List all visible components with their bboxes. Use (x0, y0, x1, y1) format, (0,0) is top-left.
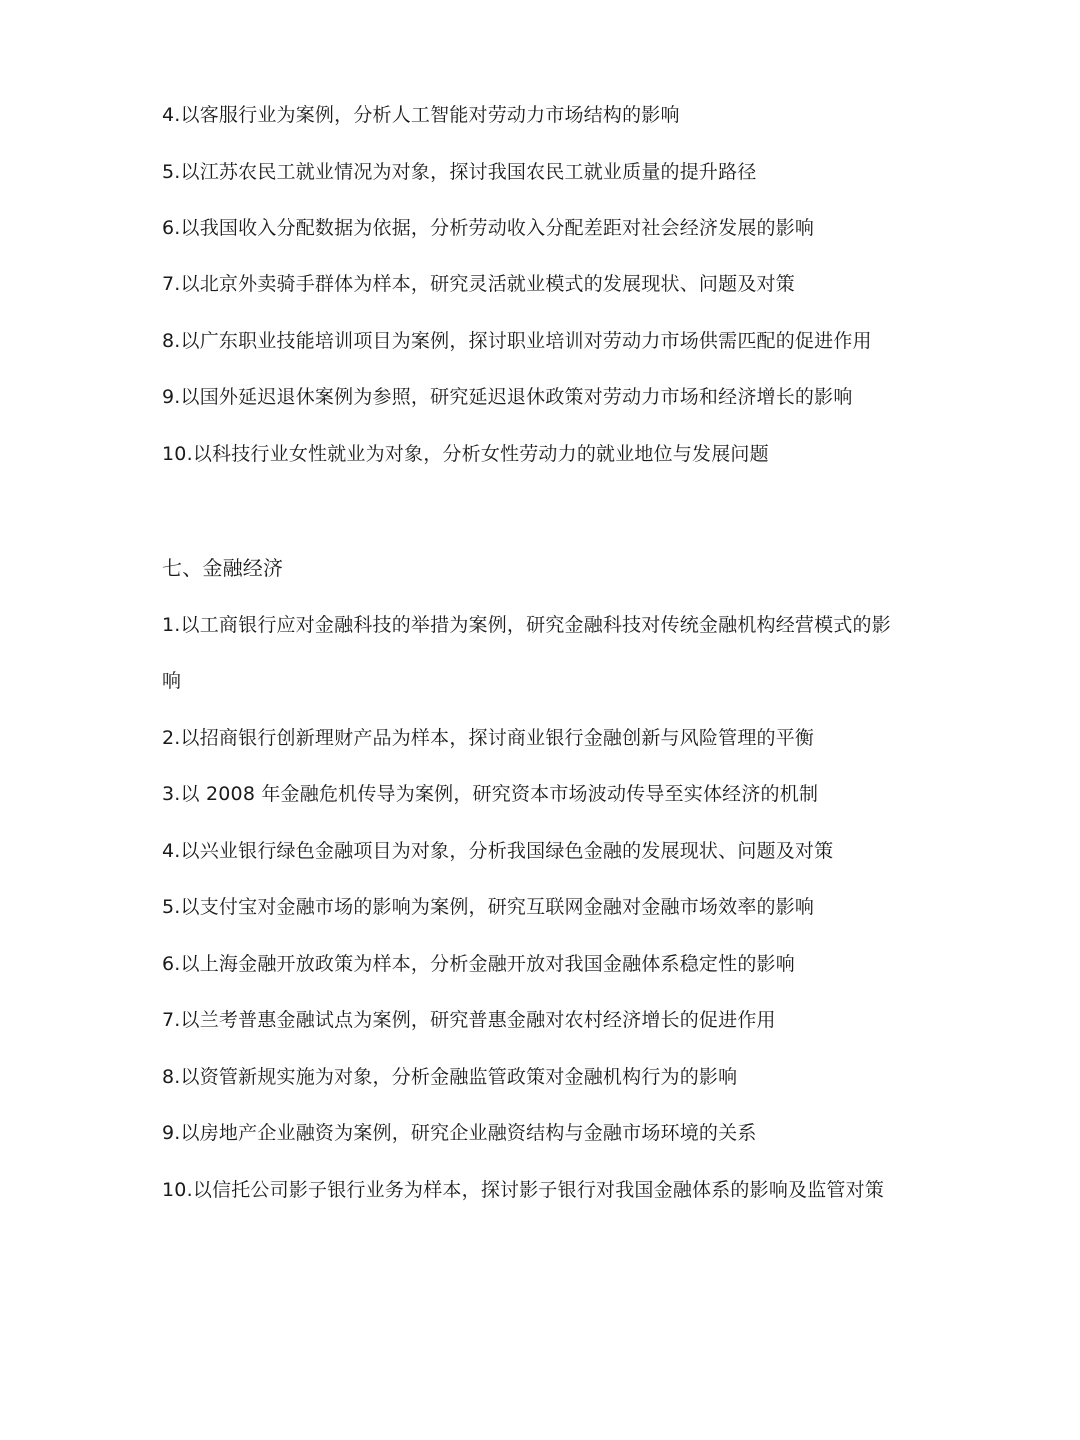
list-item: 6.以我国收入分配数据为依据，分析劳动收入分配差距对社会经济发展的影响 (162, 217, 815, 239)
section-heading: 七、金融经济 (162, 556, 284, 580)
list-item: 8.以资管新规实施为对象，分析金融监管政策对金融机构行为的影响 (162, 1066, 738, 1088)
list-item: 7.以兰考普惠金融试点为案例，研究普惠金融对农村经济增长的促进作用 (162, 1009, 776, 1031)
list-item: 1.以工商银行应对金融科技的举措为案例，研究金融科技对传统金融机构经营模式的影 (162, 614, 891, 636)
list-item-continuation: 响 (162, 670, 182, 692)
list-item: 6.以上海金融开放政策为样本，分析金融开放对我国金融体系稳定性的影响 (162, 953, 795, 975)
list-item: 9.以房地产企业融资为案例，研究企业融资结构与金融市场环境的关系 (162, 1122, 757, 1144)
list-item: 5.以江苏农民工就业情况为对象，探讨我国农民工就业质量的提升路径 (162, 161, 757, 183)
list-item: 4.以兴业银行绿色金融项目为对象，分析我国绿色金融的发展现状、问题及对策 (162, 840, 834, 862)
list-item: 9.以国外延迟退休案例为参照，研究延迟退休政策对劳动力市场和经济增长的影响 (162, 386, 853, 408)
list-item: 8.以广东职业技能培训项目为案例，探讨职业培训对劳动力市场供需匹配的促进作用 (162, 330, 872, 352)
list-item: 7.以北京外卖骑手群体为样本，研究灵活就业模式的发展现状、问题及对策 (162, 273, 795, 295)
list-item: 2.以招商银行创新理财产品为样本，探讨商业银行金融创新与风险管理的平衡 (162, 727, 815, 749)
list-item: 5.以支付宝对金融市场的影响为案例，研究互联网金融对金融市场效率的影响 (162, 896, 815, 918)
list-item: 4.以客服行业为案例，分析人工智能对劳动力市场结构的影响 (162, 104, 680, 126)
list-item: 10.以科技行业女性就业为对象，分析女性劳动力的就业地位与发展问题 (162, 443, 769, 465)
list-item: 10.以信托公司影子银行业务为样本，探讨影子银行对我国金融体系的影响及监管对策 (162, 1179, 885, 1201)
list-item: 3.以 2008 年金融危机传导为案例，研究资本市场波动传导至实体经济的机制 (162, 783, 819, 805)
